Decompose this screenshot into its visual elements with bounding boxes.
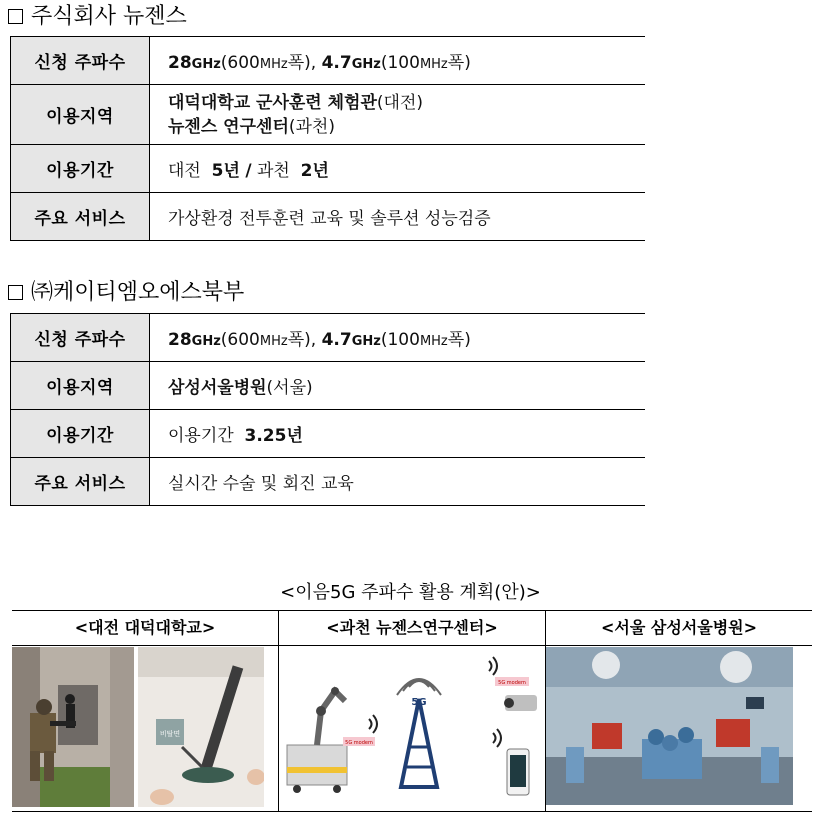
- row-label: 신청 주파수: [11, 314, 150, 362]
- modem-label: 5G modem: [498, 680, 526, 686]
- table-row: [11, 85, 646, 145]
- section-title-newgens: 주식회사 뉴젠스: [8, 3, 187, 31]
- 5g-network-illustration: [279, 647, 545, 807]
- table-row: [11, 145, 646, 193]
- info-table-newgens: [10, 36, 645, 241]
- checkbox-square-icon: [8, 9, 23, 24]
- vr-training-image: [12, 647, 264, 807]
- row-label: 신청 주파수: [11, 37, 150, 85]
- period-value: 이용기간 3.25년: [150, 410, 646, 458]
- image-gallery: [12, 610, 812, 812]
- gallery-column-seoul: [546, 611, 812, 811]
- mortar-sign-text: 비탈면: [159, 730, 181, 738]
- service-value: 가상환경 전투훈련 교육 및 솔루션 성능검증: [150, 193, 646, 241]
- row-label: 이용지역: [11, 85, 150, 145]
- table-row: [11, 193, 646, 241]
- gallery-header: <과천 뉴젠스연구센터>: [279, 611, 545, 646]
- row-label: 주요 서비스: [11, 458, 150, 506]
- tower-label: 5G: [411, 697, 427, 708]
- gallery-column-gwacheon: [279, 611, 545, 811]
- area-value: 대덕대학교 군사훈련 체험관(대전) 뉴젠스 연구센터(과천): [150, 85, 646, 145]
- service-value: 실시간 수술 및 회진 교육: [150, 458, 646, 506]
- gallery-header: <대전 대덕대학교>: [12, 611, 278, 646]
- table-row: [11, 410, 646, 458]
- row-label: 주요 서비스: [11, 193, 150, 241]
- table-row: [11, 314, 646, 362]
- info-table-ktmos: [10, 313, 645, 506]
- table-row: [11, 458, 646, 506]
- figure-caption: <이음5G 주파수 활용 계획(안)>: [280, 582, 541, 603]
- table-row: [11, 37, 646, 85]
- row-label: 이용기간: [11, 145, 150, 193]
- gallery-column-daejeon: [12, 611, 278, 811]
- gallery-header: <서울 삼성서울병원>: [546, 611, 812, 646]
- period-value: 대전 5년 / 과천 2년: [150, 145, 646, 193]
- section-title-ktmos: ㈜케이티엠오에스북부: [8, 279, 244, 307]
- modem-label: 5G modem: [345, 740, 373, 746]
- freq-value: 28GHz(600MHz폭), 4.7GHz(100MHz폭): [168, 53, 471, 73]
- table-row: [11, 362, 646, 410]
- row-label: 이용기간: [11, 410, 150, 458]
- surgery-room-image: [546, 647, 793, 805]
- checkbox-square-icon: [8, 285, 23, 300]
- freq-value: 28GHz(600MHz폭), 4.7GHz(100MHz폭): [168, 330, 471, 350]
- row-label: 이용지역: [11, 362, 150, 410]
- area-value: 삼성서울병원(서울): [150, 362, 646, 410]
